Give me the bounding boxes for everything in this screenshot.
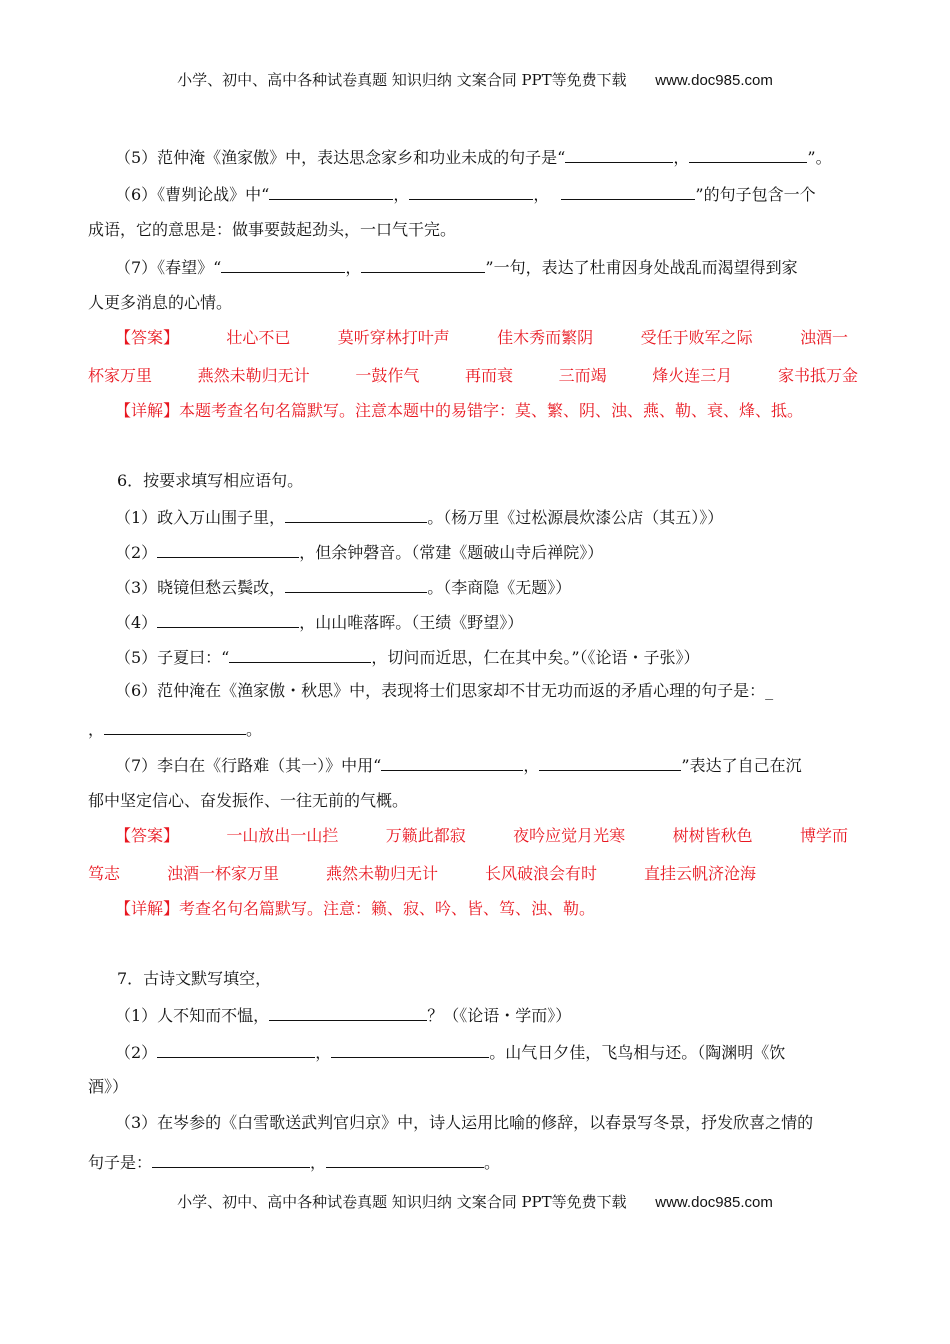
footer-text: 小学、初中、高中各种试卷真题 知识归纳 文案合同 PPT等免费下载	[177, 1193, 627, 1211]
fill-blank[interactable]	[157, 540, 299, 558]
fill-blank[interactable]	[561, 182, 695, 200]
answer-item: 莫听穿林打叶声	[337, 328, 450, 347]
header-text: 小学、初中、高中各种试卷真题 知识归纳 文案合同 PPT等免费下载	[177, 71, 627, 89]
fill-blank[interactable]	[104, 717, 246, 735]
answer-item: 一鼓作气	[355, 366, 420, 385]
fill-blank[interactable]	[409, 182, 533, 200]
answer-item: 受任于败军之际	[640, 328, 753, 347]
fill-blank[interactable]	[285, 505, 427, 523]
q6-line-3: （3）晓镜但愁云鬓改， 。（李商隐《无题》）	[115, 575, 571, 599]
answer-label: 【答案】	[115, 328, 180, 347]
answer-item: 博学而	[799, 826, 848, 845]
q7-line-2b: 酒》）	[88, 1077, 129, 1096]
fill-blank[interactable]	[361, 255, 485, 273]
fill-blank[interactable]	[157, 1040, 315, 1058]
answer-item: 佳木秀而繁阴	[497, 328, 594, 347]
fill-blank[interactable]	[229, 645, 371, 663]
q7-line-1: （1）人不知而不愠， ？（《论语・学而》）	[115, 1003, 571, 1027]
answer-item: 烽火连三月	[652, 366, 733, 385]
answer-item: 三而竭	[558, 366, 607, 385]
q5-answers-row1	[115, 327, 848, 349]
q6-line-7: （7）李白在《行路难（其一）》中用“ ， ”表达了自己在沉	[115, 753, 802, 777]
q6-answers-row2	[88, 863, 756, 885]
answer-item: 笃志	[88, 864, 121, 883]
answer-item: 再而衰	[464, 366, 513, 385]
fill-blank[interactable]	[381, 753, 523, 771]
q6-line-7b: 郁中坚定信心、奋发振作、一往无前的气概。	[88, 791, 409, 810]
answer-item: 直挂云帆济沧海	[643, 864, 756, 883]
q7-line-3: （3）在岑参的《白雪歌送武判官归京》中，诗人运用比喻的修辞，以春景写冬景，抒发欣喜之情的	[115, 1113, 814, 1132]
q6-line-2: （2） ，但余钟磬音。（常建《题破山寺后禅院》）	[115, 540, 603, 564]
fill-blank[interactable]	[269, 1003, 427, 1021]
answer-item: 长风破浪会有时	[484, 864, 597, 883]
fill-blank[interactable]	[152, 1150, 310, 1168]
page-footer	[0, 1191, 950, 1212]
answer-item: 浊酒一杯家万里	[166, 864, 279, 883]
answer-item: 万籁此都寂	[385, 826, 466, 845]
answer-item: 浊酒一	[799, 328, 848, 347]
q5-answers-row2	[88, 365, 858, 387]
header-url: www.doc985.com	[655, 72, 773, 89]
q5-line-7b: 人更多消息的心情。	[88, 293, 233, 312]
q6-line-1: （1）政入万山围子里， 。（杨万里《过松源晨炊漆公店（其五）》）	[115, 505, 723, 529]
q6-answers-row1	[115, 825, 848, 847]
fill-blank[interactable]	[157, 610, 299, 628]
q6-line-6: （6）范仲淹在《渔家傲・秋思》中，表现将士们思家却不甘无功而返的矛盾心理的句子是：_	[115, 681, 774, 700]
page-header	[0, 69, 950, 90]
answer-item: 一山放出一山拦	[226, 826, 339, 845]
answer-item: 杯家万里	[88, 366, 153, 385]
q6-line-5: （5）子夏曰：“ ，切问而近思，仁在其中矣。”（《论语・子张》）	[115, 645, 700, 669]
footer-url: www.doc985.com	[655, 1194, 773, 1211]
fill-blank[interactable]	[285, 575, 427, 593]
q6-line-6b: ， 。	[88, 717, 262, 741]
q7-line-2: （2） ， 。山气日夕佳，飞鸟相与还。（陶渊明《饮	[115, 1040, 785, 1064]
q5-detail: 【详解】本题考查名句名篇默写。注意本题中的易错字：莫、繁、阴、浊、燕、勒、衰、烽、抵。	[115, 401, 804, 420]
answer-item: 燕然未勒归无计	[325, 864, 438, 883]
q5-line-7: （7）《春望》“ ， ”一句，表达了杜甫因身处战乱而渴望得到家	[115, 255, 798, 279]
fill-blank[interactable]	[331, 1040, 489, 1058]
answer-item: 壮心不已	[226, 328, 291, 347]
answer-label: 【答案】	[115, 826, 180, 845]
q5-line-6: （6）《曹刿论战》中“ ， ， ”的句子包含一个	[115, 182, 816, 206]
q6-line-4: （4） ，山山唯落晖。（王绩《野望》）	[115, 610, 523, 634]
fill-blank[interactable]	[565, 145, 673, 163]
answer-item: 夜吟应觉月光寒	[513, 826, 626, 845]
fill-blank[interactable]	[539, 753, 681, 771]
q7-title: 7．古诗文默写填空，	[117, 969, 272, 988]
q6-detail: 【详解】考查名句名篇默写。注意：籁、寂、吟、皆、笃、浊、勒。	[115, 899, 596, 918]
fill-blank[interactable]	[689, 145, 807, 163]
q6-title: 6．按要求填写相应语句。	[117, 471, 304, 490]
q5-line-5: （5）范仲淹《渔家傲》中，表达思念家乡和功业未成的句子是“ ， ”。	[115, 145, 832, 169]
answer-item: 家书抵万金	[777, 366, 858, 385]
q5-line-6b: 成语，它的意思是：做事要鼓起劲头，一口气干完。	[88, 220, 457, 239]
answer-item: 树树皆秋色	[672, 826, 753, 845]
fill-blank[interactable]	[269, 182, 393, 200]
fill-blank[interactable]	[221, 255, 345, 273]
fill-blank[interactable]	[326, 1150, 484, 1168]
q7-line-3b: 句子是： ， 。	[88, 1150, 500, 1174]
answer-item: 燕然未勒归无计	[197, 366, 310, 385]
